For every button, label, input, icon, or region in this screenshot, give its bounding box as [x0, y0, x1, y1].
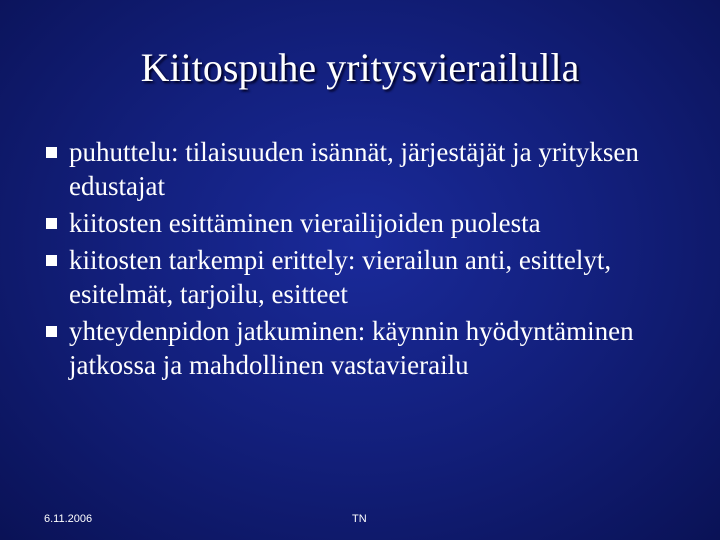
slide-title: Kiitospuhe yritysvierailulla [140, 45, 580, 90]
bullet-item [40, 314, 690, 382]
bullet-text: kiitosten tarkempi erittely: vierailun anti, esittelyt, esitelmät, tarjoilu, esitteet [69, 245, 612, 309]
square-bullet-icon [46, 147, 57, 158]
bullet-list [40, 135, 690, 385]
bullet-item [40, 243, 690, 311]
bullet-item [40, 206, 690, 240]
bullet-text: puhuttelu: tilaisuuden isännät, järjestäjät ja yrityksen edustajat [69, 137, 639, 201]
bullet-text: yhteydenpidon jatkuminen: käynnin hyödyntäminen jatkossa ja mahdollinen vastavierailu [69, 316, 634, 380]
square-bullet-icon [46, 255, 57, 266]
square-bullet-icon [46, 326, 57, 337]
bullet-text: kiitosten esittäminen vierailijoiden puolesta [69, 208, 541, 238]
footer-date: 6.11.2006 [44, 513, 93, 525]
bullet-item [40, 135, 690, 203]
footer-author: TN [352, 513, 367, 525]
square-bullet-icon [46, 218, 57, 229]
